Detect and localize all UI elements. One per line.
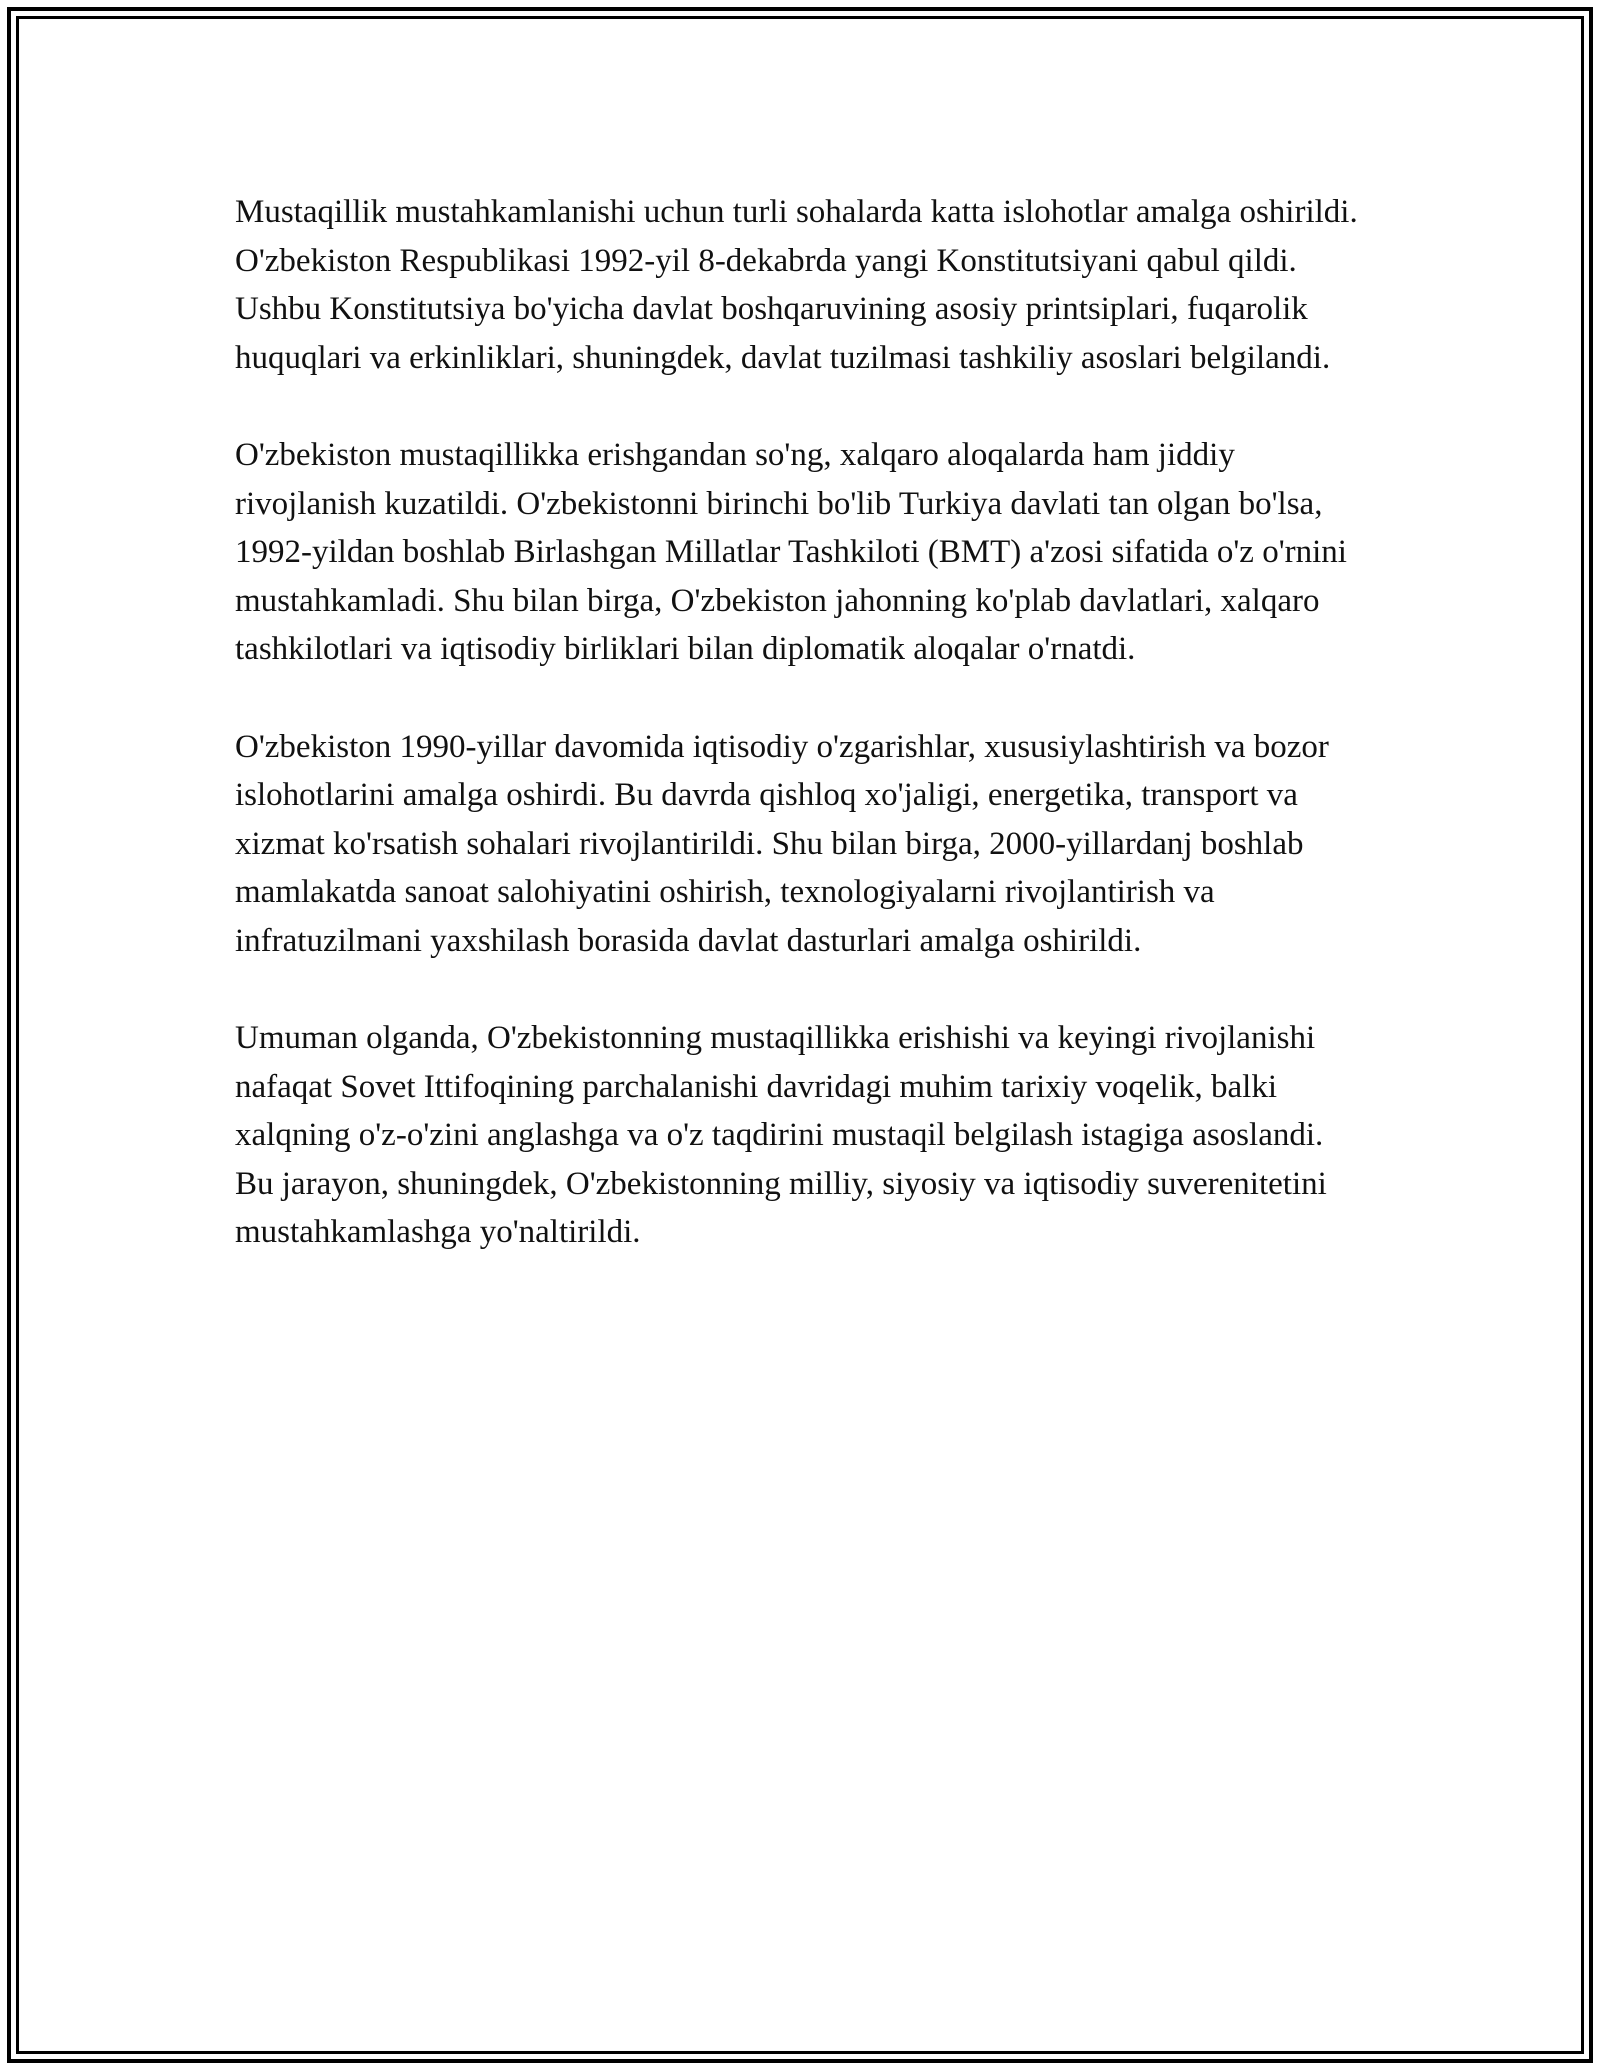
paragraph-international-relations: O'zbekiston mustaqillikka erishgandan so'ng, xalqaro aloqalarda ham jiddiy rivojlanish kuzatildi. O'zbekistonni birinchi bo'lib Turkiya davlati tan olgan bo'lsa, 1992-yildan boshlab Birlashgan Millatlar Tashkiloti (BMT) a'zosi sifatida o'z o'rnini mustahkamladi. Shu bilan birga, O'zbekiston jahonning ko'plab davlatlari, xalqaro tashkilotlari va iqtisodiy birliklari bilan diplomatik aloqalar o'rnatdi. [235, 437, 1347, 667]
paragraph-economic-reforms: O'zbekiston 1990-yillar davomida iqtisodiy o'zgarishlar, xususiylashtirish va bozor islohotlarini amalga oshirdi. Bu davrda qishloq xo'jaligi, energetika, transport va xizmat ko'rsatish sohalari rivojlantirildi. Shu bilan birga, 2000-yillardanj boshlab mamlakatda sanoat salohiyatini oshirish, texnologiyalarni rivojlantirish va infratuzilmani yaxshilash borasida davlat dasturlari amalga oshirildi. [235, 728, 1329, 959]
paragraph-conclusion: Umuman olganda, O'zbekistonning mustaqillikka erishishi va keyingi rivojlanishi nafaqat Sovet Ittifoqining parchalanishi davridagi muhim tarixiy voqelik, balki xalqning o'z-o'zini anglashga va o'z taqdirini mustaqil belgilash istagiga asoslandi. Bu jarayon, shuningdek, O'zbekistonning milliy, siyosiy va iqtisodiy suverenitetini mustahkamlashga yo'naltirildi. [235, 1020, 1327, 1250]
document-body [235, 188, 1370, 1306]
paragraph-constitution: Mustaqillik mustahkamlanishi uchun turli sohalarda katta islohotlar amalga oshirildi. O'zbekiston Respublikasi 1992-yil 8-dekabrda yangi Konstitutsiyani qabul qildi. Ushbu Konstitutsiya bo'yicha davlat boshqaruvining asosiy printsiplari, fuqarolik huquqlari va erkinliklari, shuningdek, davlat tuzilmasi tashkiliy asoslari belgilandi. [235, 194, 1358, 376]
